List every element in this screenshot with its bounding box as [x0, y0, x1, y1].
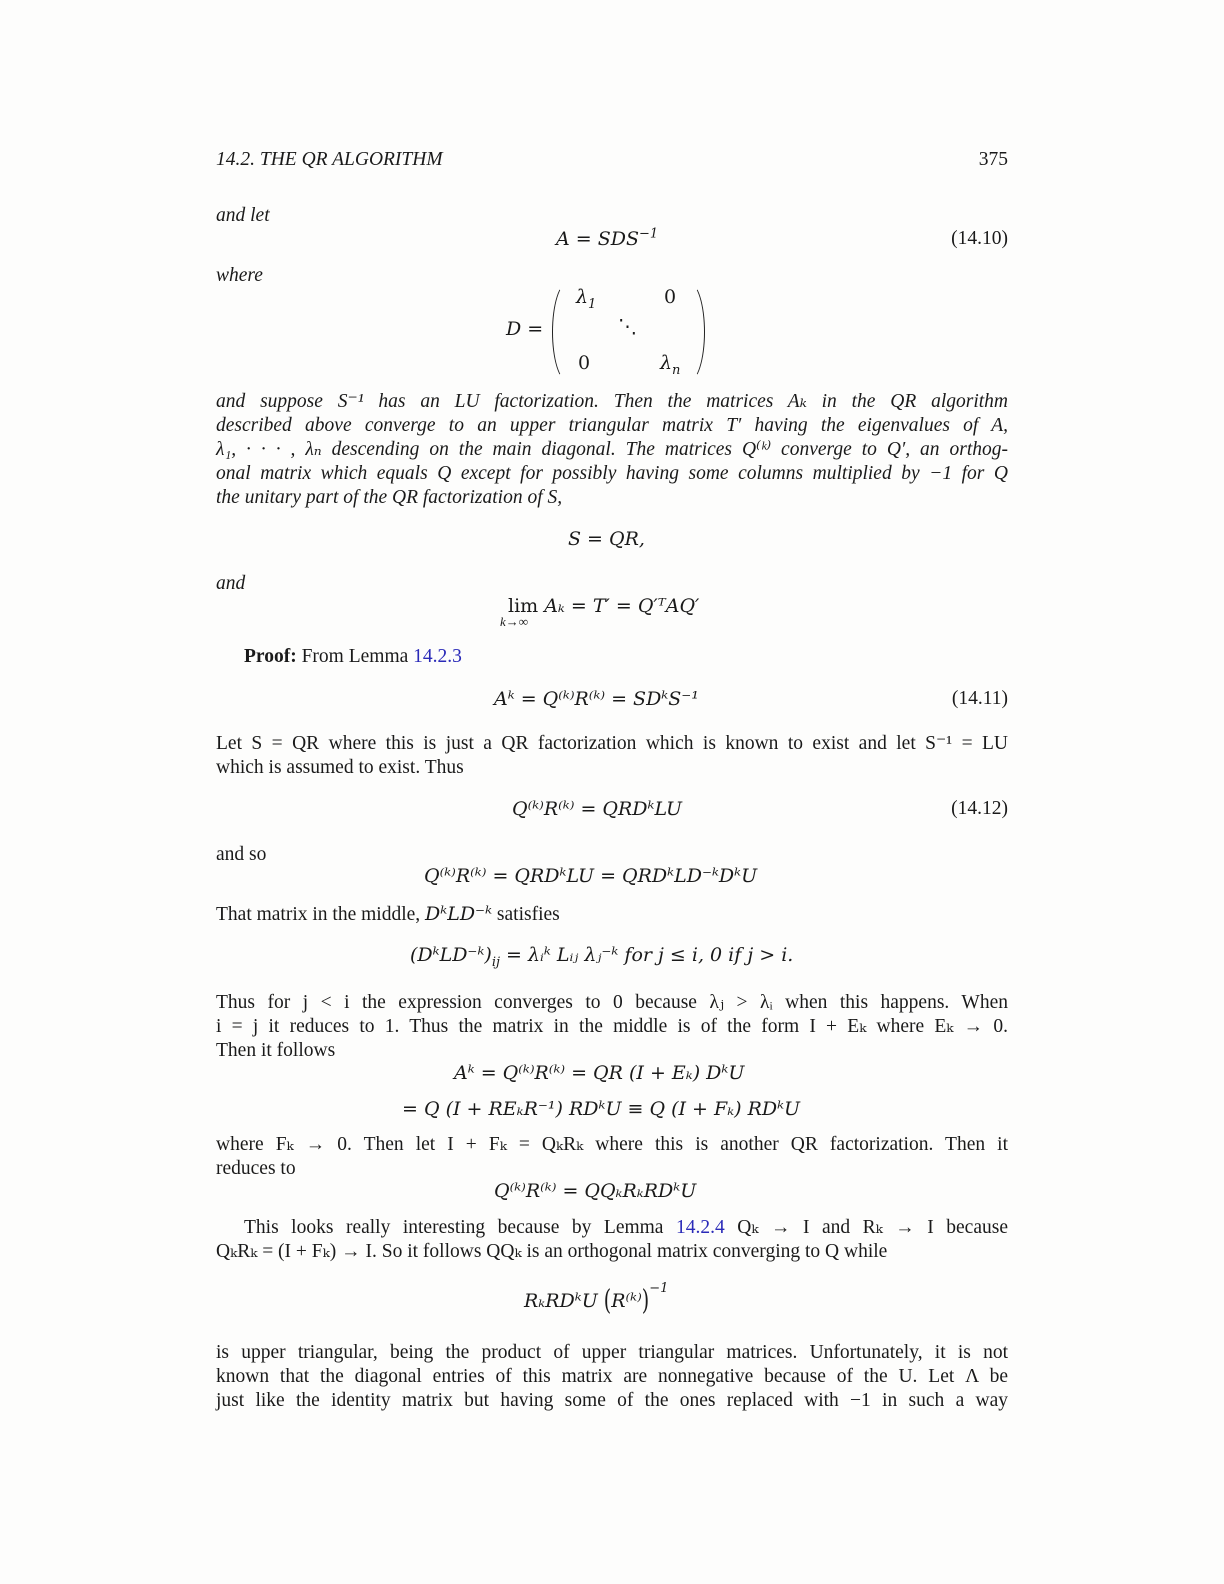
- running-header-section: 14.2. THE QR ALGORITHM: [216, 149, 443, 170]
- equation-and-so: Q⁽ᵏ⁾R⁽ᵏ⁾ = QRDᵏLU = QRDᵏLD⁻ᵏDᵏU: [424, 865, 758, 887]
- lemma-link-14-2-3[interactable]: 14.2.3: [413, 646, 462, 667]
- left-paren: [552, 282, 569, 382]
- paragraph-line: where Fₖ → 0. Then let I + Fₖ = QₖRₖ where this is another QR factorization. Then it: [216, 1134, 1008, 1155]
- paragraph-where: [216, 1133, 1008, 1181]
- paragraph-line: Thus for j < i the expression converges to 0 because λⱼ > λᵢ when this happens. When: [216, 992, 1008, 1013]
- equation-limit: lim Aₖ = T′ = Q′ᵀAQ′: [508, 595, 700, 617]
- theorem-line: onal matrix which equals Q except for possibly having some columns multiplied by −1 for Q: [216, 463, 1008, 484]
- paragraph-line: known that the diagonal entries of this matrix are nonnegative because of the U. Let Λ be: [216, 1366, 1008, 1387]
- proof-label: Proof:: [244, 646, 297, 667]
- equation-14-10: $A = SDS^{-1}$: [556, 226, 659, 250]
- paragraph-line: which is assumed to exist. Thus: [216, 757, 464, 778]
- diagonal-matrix: [508, 282, 708, 382]
- paragraph-line: Then it follows: [216, 1040, 336, 1061]
- equation-product: RₖRDᵏU (R⁽ᵏ⁾)$^{-1}$: [524, 1280, 669, 1317]
- right-paren: [688, 282, 705, 382]
- paragraph-line: just like the identity matrix but having some of the ones replaced with −1 in such a way: [216, 1390, 1008, 1411]
- equation-ak-line-1: Aᵏ = Q⁽ᵏ⁾R⁽ᵏ⁾ = QR (I + Eₖ) DᵏU: [454, 1062, 745, 1084]
- theorem-line: and suppose S⁻¹ has an LU factorization. Then the matrices Aₖ in the QR algorithm: [216, 391, 1008, 412]
- equation-reduces: Q⁽ᵏ⁾R⁽ᵏ⁾ = QQₖRₖRDᵏU: [494, 1180, 697, 1202]
- limit-subscript: k→∞: [500, 614, 529, 629]
- page-number: 375: [978, 149, 1008, 170]
- paragraph-line: This looks really interesting because by Lemma 14.2.4 Qₖ → I and Rₖ → I because: [244, 1217, 1008, 1238]
- text-and: and: [216, 573, 246, 594]
- paragraph-let: [216, 732, 1008, 780]
- paragraph-line: QₖRₖ = (I + Fₖ) → I. So it follows QQₖ is an orthogonal matrix converging to Q while: [216, 1241, 888, 1262]
- paragraph-line: i = j it reduces to 1. Thus the matrix in the middle is of the form I + Eₖ where Eₖ → 0.: [216, 1016, 1008, 1037]
- matrix-lambda-1: $\lambda_1$: [576, 286, 597, 312]
- text-where: where: [216, 265, 263, 286]
- equation-14-11: Aᵏ = Q⁽ᵏ⁾R⁽ᵏ⁾ = SDᵏS⁻¹: [494, 688, 699, 710]
- equation-number-14-11: (14.11): [951, 688, 1008, 709]
- lemma-link-14-2-4[interactable]: 14.2.4: [675, 1217, 725, 1238]
- paragraph-line: reduces to: [216, 1158, 296, 1179]
- equation-s-qr: S = QR,: [568, 528, 645, 550]
- paragraph-looks: [216, 1216, 1008, 1264]
- equation-entries: $(DᵏLD^-ᵏ)_{ij}$ = λᵢᵏ Lᵢⱼ λⱼ⁻ᵏ for j ≤ i, 0 if j > i.: [410, 944, 794, 970]
- equation-14-12: Q⁽ᵏ⁾R⁽ᵏ⁾ = QRDᵏLU: [512, 798, 683, 820]
- theorem-statement: [216, 390, 1008, 510]
- paragraph-final: [216, 1341, 1008, 1413]
- matrix-zero-top: 0: [664, 286, 677, 308]
- matrix-label: D =: [506, 318, 544, 340]
- paragraph-thus: [216, 991, 1008, 1063]
- equation-number-14-10: (14.10): [951, 228, 1008, 249]
- paragraph-line: Let S = QR where this is just a QR factorization which is known to exist and let S⁻¹ = LU: [216, 733, 1008, 754]
- theorem-line: the unitary part of the QR factorization of S,: [216, 487, 563, 508]
- paragraph-line: is upper triangular, being the product of upper triangular matrices. Unfortunately, it is not: [216, 1342, 1008, 1363]
- text-and-so: and so: [216, 844, 267, 865]
- theorem-line: described above converge to an upper triangular matrix T′ having the eigenvalues of A,: [216, 415, 1008, 436]
- matrix-dots: ⋱: [618, 316, 637, 338]
- equation-number-14-12: (14.12): [951, 798, 1008, 819]
- matrix-lambda-n: $\lambda_n$: [660, 352, 681, 378]
- theorem-line: λ₁, · · · , λₙ descending on the main diagonal. The matrices Q⁽ᵏ⁾ converge to Q′, an orthog-: [216, 439, 1008, 460]
- matrix-zero-bottom: 0: [578, 352, 591, 374]
- proof-line: Proof: From Lemma 14.2.3: [244, 646, 462, 667]
- text-middle-matrix: That matrix in the middle, DᵏLD⁻ᵏ satisfies: [216, 903, 560, 925]
- text-and-let: and let: [216, 205, 270, 226]
- equation-ak-line-2: = Q (I + REₖR⁻¹) RDᵏU ≡ Q (I + Fₖ) RDᵏU: [402, 1098, 801, 1120]
